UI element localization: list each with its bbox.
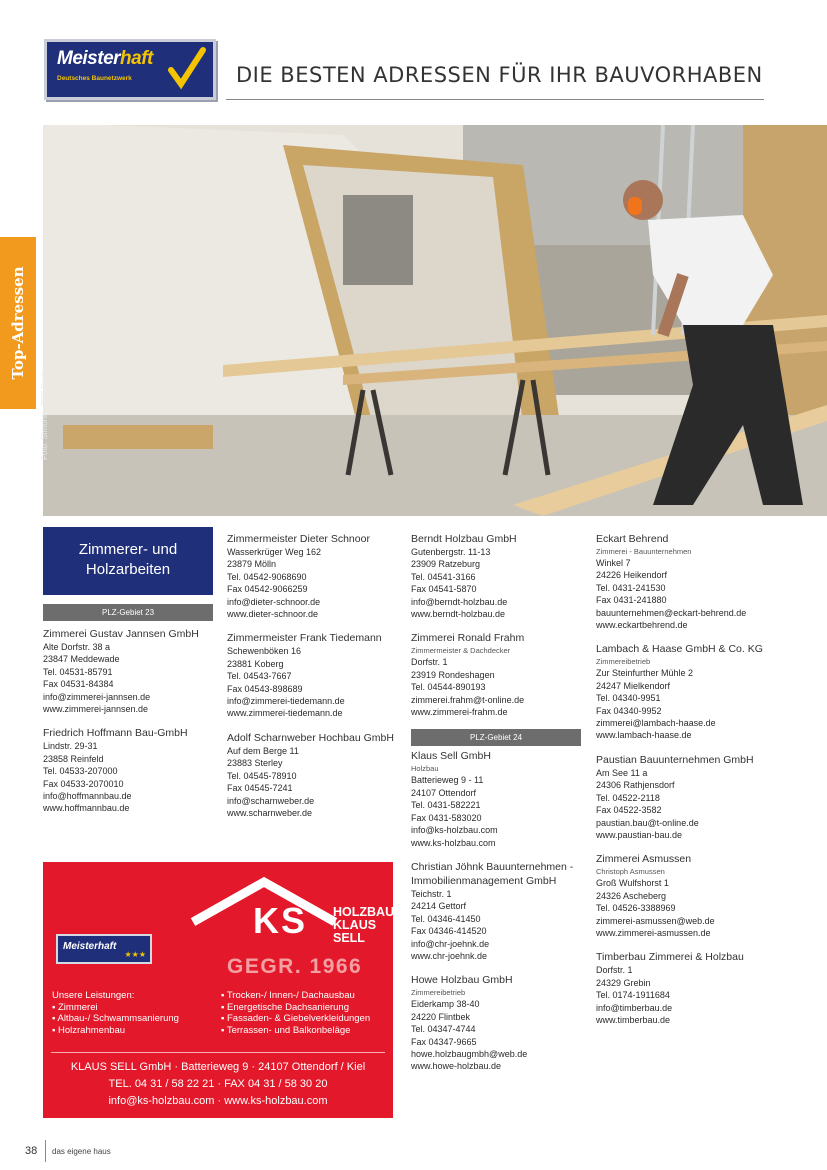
- website-link[interactable]: www.hoffmannbau.de: [43, 803, 130, 814]
- address-line: 23847 Meddewade: [43, 654, 120, 665]
- advert-divider: [51, 1052, 385, 1053]
- email-link[interactable]: howe.holzbaugmbh@web.de: [411, 1048, 528, 1059]
- photo-credit: Foto: Simonis, ZDB Berlin: [40, 367, 49, 460]
- service-item: ▪ Energetische Dachsanierung: [221, 1001, 349, 1013]
- company-name: Zimmerei Gustav Jannsen GmbH: [43, 628, 199, 640]
- address-line: Alte Dorfstr. 38 a: [43, 642, 111, 652]
- headline-divider: [226, 99, 764, 100]
- website-link[interactable]: www.ks-holzbau.com: [411, 837, 496, 848]
- service-item: ▪ Holzrahmenbau: [52, 1024, 126, 1036]
- advert-web[interactable]: info@ks-holzbau.com · www.ks-holzbau.com: [108, 1095, 328, 1107]
- website-link[interactable]: www.zimmerei-frahm.de: [411, 707, 508, 718]
- company-name: Howe Holzbau GmbH: [411, 974, 513, 987]
- address-line: 24326 Ascheberg: [596, 890, 667, 901]
- company-name: Zimmerei Ronald Frahm: [411, 632, 525, 645]
- company-name: Klaus Sell GmbH: [411, 750, 491, 763]
- email-link[interactable]: info@dieter-schnoor.de: [227, 596, 321, 607]
- address-line: Teichstr. 1: [411, 888, 452, 899]
- list-item: [411, 973, 581, 1072]
- address-line: 24329 Grebin: [596, 977, 651, 988]
- advert-address: KLAUS SELL GmbH · Batterieweg 9 · 24107 Ottendorf / Kiel: [70, 1061, 366, 1073]
- fax-line: Fax 04541-5870: [411, 584, 477, 595]
- address-line: Auf dem Berge 11: [227, 745, 299, 756]
- phone-line: Tel. 04545-78910: [227, 770, 297, 781]
- address-line: Schewenböken 16: [227, 646, 302, 657]
- website-link[interactable]: www.timberbau.de: [596, 1014, 671, 1025]
- badge-label: Meisterhaft: [63, 941, 117, 952]
- fax-line: Fax 04346-414520: [411, 926, 487, 937]
- list-item: [596, 642, 786, 741]
- phone-line: Tel. 04531-85791: [43, 666, 113, 677]
- address-line: Lindstr. 29-31: [43, 741, 98, 752]
- email-link[interactable]: zimmerei-asmussen@web.de: [596, 915, 715, 926]
- list-item: [596, 852, 786, 939]
- phone-line: Tel. 04522-2118: [596, 792, 660, 803]
- address-line: Gutenbergstr. 11-13: [411, 547, 491, 557]
- fax-line: Fax 04542-9066259: [227, 584, 308, 595]
- fax-line: Fax 0431-241880: [596, 595, 667, 606]
- website-link[interactable]: www.eckartbehrend.de: [596, 620, 688, 631]
- company-subtitle: Zimmerei - Bauunternehmen: [596, 547, 692, 556]
- page-headline: DIE BESTEN ADRESSEN FÜR IHR BAUVORHABEN: [236, 63, 763, 87]
- fax-line: Fax 04531-84384: [43, 679, 114, 690]
- address-line: 24226 Heikendorf: [596, 570, 668, 581]
- website-link[interactable]: www.berndt-holzbau.de: [411, 609, 506, 620]
- list-item: [227, 532, 399, 620]
- website-link[interactable]: www.chr-joehnk.de: [411, 950, 488, 961]
- column-4: [596, 532, 786, 1037]
- ks-logo-text: [333, 906, 394, 945]
- phone-line: Tel. 04526-3388969: [596, 903, 676, 914]
- ks-holzbau-advert[interactable]: [43, 862, 393, 1118]
- company-name: Zimmerei Asmussen: [596, 853, 692, 866]
- address-line: 23858 Reinfeld: [43, 753, 104, 764]
- side-tab: [0, 237, 36, 409]
- fax-line: Fax 04543-898689: [227, 683, 303, 694]
- company-name: Timberbau Zimmerei & Holzbau: [596, 951, 744, 964]
- address-line: Am See 11 a: [596, 767, 648, 778]
- plz-region-23: PLZ-Gebiet 23: [43, 604, 213, 621]
- address-line: 23909 Ratzeburg: [411, 559, 481, 570]
- address-line: 24306 Rathjensdorf: [596, 780, 675, 791]
- list-item: [596, 532, 786, 631]
- address-line: Dorfstr. 1: [411, 657, 448, 668]
- email-link[interactable]: info@hoffmannbau.de: [43, 791, 132, 802]
- ks-logo: KS: [253, 900, 308, 941]
- phone-line: Tel. 04541-3166: [411, 571, 476, 582]
- footer-divider: [45, 1140, 46, 1162]
- address-line: 23919 Rondeshagen: [411, 669, 495, 680]
- website-link[interactable]: www.paustian-bau.de: [596, 829, 683, 840]
- list-item: [411, 749, 581, 848]
- phone-line: Tel. 04543-7667: [227, 671, 292, 682]
- address-line: 23879 Mölln: [227, 559, 277, 570]
- company-subtitle: Zimmereibetrieb: [411, 988, 466, 998]
- list-item: [411, 631, 581, 718]
- fax-line: Fax 04347-9665: [411, 1036, 477, 1047]
- service-item: ▪ Trocken-/ Innen-/ Dachausbau: [221, 990, 355, 1001]
- website-link[interactable]: www.lambach-haase.de: [596, 730, 692, 741]
- list-item: [411, 532, 581, 620]
- company-subtitle: Christoph Asmussen: [596, 867, 665, 877]
- company-name: Lambach & Haase GmbH & Co. KG: [596, 643, 763, 656]
- list-item: [227, 731, 399, 819]
- stars-icon: ★★★: [124, 950, 146, 959]
- address-line: Batterieweg 9 - 11: [411, 775, 484, 786]
- company-subtitle: Zimmereibetrieb: [596, 657, 651, 667]
- website-link[interactable]: www.scharnweber.de: [227, 807, 313, 818]
- side-tab-label: Top-Adressen: [9, 266, 27, 380]
- company-subtitle: Zimmermeister & Dachdecker: [411, 646, 511, 656]
- phone-line: Tel. 0431-582221: [411, 800, 481, 811]
- category-line-2: Holzarbeiten: [85, 561, 171, 578]
- email-link[interactable]: paustian.bau@t-online.de: [596, 817, 699, 828]
- founded-label: GEGR. 1966: [227, 955, 363, 978]
- header-photo: [43, 125, 827, 516]
- list-item: [411, 860, 581, 962]
- service-item: ▪ Fassaden- & Giebelverkleidungen: [221, 1013, 371, 1025]
- phone-line: Tel. 04340-9951: [596, 693, 661, 704]
- phone-line: Tel. 0431-241530: [596, 582, 666, 593]
- carpenter-photo: [43, 125, 827, 516]
- company-name: Paustian Bauunternehmen GmbH: [596, 753, 754, 766]
- address-line: Wasserkrüger Weg 162: [227, 547, 322, 557]
- address-line: Dorfstr. 1: [596, 965, 633, 976]
- email-link[interactable]: info@chr-joehnk.de: [411, 938, 490, 949]
- company-name: Christian Jöhnk Bauunternehmen - Immobilienmanagement GmbH: [411, 860, 574, 887]
- email-link[interactable]: zimmerei@lambach-haase.de: [596, 718, 716, 729]
- email-link[interactable]: bauunternehmen@eckart-behrend.de: [596, 607, 747, 618]
- checkmark-icon: [167, 46, 207, 90]
- magazine-name: das eigene haus: [52, 1147, 111, 1156]
- fax-line: Fax 04340-9952: [596, 705, 662, 716]
- company-name: Zimmermeister Dieter Schnoor: [227, 533, 370, 545]
- company-subtitle: Holzbau: [411, 764, 439, 774]
- column-3: [411, 532, 581, 1084]
- email-link[interactable]: info@timberbau.de: [596, 1002, 673, 1013]
- column-2: [227, 532, 399, 830]
- address-line: Zur Steinfurther Mühle 2: [596, 668, 694, 679]
- list-item: [43, 627, 213, 715]
- website-link[interactable]: www.howe-holzbau.de: [411, 1061, 502, 1072]
- fax-line: Fax 04545-7241: [227, 783, 293, 794]
- column-1: [43, 604, 213, 826]
- services-right: [221, 990, 370, 1036]
- services-left: [52, 990, 179, 1036]
- email-link[interactable]: info@berndt-holzbau.de: [411, 596, 508, 607]
- service-item: ▪ Terrassen- und Balkonbeläge: [221, 1024, 351, 1036]
- company-name: Berndt Holzbau GmbH: [411, 533, 517, 545]
- service-item: ▪ Zimmerei: [52, 1001, 98, 1013]
- list-item: [43, 726, 213, 814]
- phone-line: Tel. 04542-9068690: [227, 571, 307, 582]
- email-link[interactable]: info@scharnweber.de: [227, 795, 315, 806]
- company-name: Friedrich Hoffmann Bau-GmbH: [43, 727, 188, 740]
- website-link[interactable]: www.dieter-schnoor.de: [227, 609, 319, 620]
- company-name: Zimmermeister Frank Tiedemann: [227, 632, 382, 645]
- list-item: [227, 631, 399, 719]
- website-link[interactable]: www.zimmerei-asmussen.de: [596, 927, 711, 938]
- address-line: 24214 Gettorf: [411, 901, 467, 912]
- category-box: [43, 527, 213, 595]
- address-line: Eiderkamp 38-40: [411, 999, 480, 1010]
- phone-line: Tel. 04533-207000: [43, 766, 118, 777]
- advert-phone: TEL. 04 31 / 58 22 21 · FAX 04 31 / 58 30 20: [108, 1078, 328, 1090]
- address-line: 23883 Sterley: [227, 758, 283, 769]
- address-line: 24220 Flintbek: [411, 1011, 471, 1022]
- service-item: ▪ Altbau-/ Schwammsanierung: [52, 1013, 179, 1025]
- category-line-1: Zimmerer- und: [78, 541, 178, 558]
- phone-line: Tel. 0174-1911684: [596, 990, 670, 1001]
- holzbau-label: HOLZBAU: [333, 905, 395, 919]
- website-link[interactable]: www.zimmerei-tiedemann.de: [227, 708, 343, 719]
- website-link[interactable]: www.zimmerei-jannsen.de: [43, 704, 149, 715]
- address-line: Winkel 7: [596, 558, 631, 568]
- plz-region-24: PLZ-Gebiet 24: [411, 729, 581, 746]
- fax-line: Fax 04533-2070010: [43, 778, 124, 789]
- page-number: 38: [25, 1145, 38, 1157]
- phone-line: Tel. 04544-890193: [411, 682, 486, 693]
- fax-line: Fax 04522-3582: [596, 805, 662, 816]
- klaus-sell-label: KLAUS SELL: [333, 918, 377, 945]
- company-name: Eckart Behrend: [596, 533, 669, 545]
- address-line: 24247 Mielkendorf: [596, 680, 671, 691]
- email-link[interactable]: info@ks-holzbau.com: [411, 825, 498, 836]
- list-item: [596, 950, 786, 1026]
- meisterhaft-logo: [44, 39, 216, 100]
- list-item: [596, 753, 786, 841]
- email-link[interactable]: info@zimmerei-tiedemann.de: [227, 696, 345, 707]
- address-line: 24107 Ottendorf: [411, 787, 477, 798]
- logo-wordmark: Meisterhaft: [57, 48, 153, 69]
- company-name: Adolf Scharnweber Hochbau GmbH: [227, 731, 394, 744]
- logo-subtitle: Deutsches Baunetzwerk: [57, 75, 132, 82]
- phone-line: Tel. 04346-41450: [411, 913, 481, 924]
- address-line: Groß Wulfshorst 1: [596, 878, 669, 889]
- email-link[interactable]: info@zimmerei-jannsen.de: [43, 691, 151, 702]
- meisterhaft-badge: [56, 934, 152, 964]
- email-link[interactable]: zimmerei.frahm@t-online.de: [411, 694, 525, 705]
- fax-line: Fax 0431-583020: [411, 812, 482, 823]
- address-line: 23881 Koberg: [227, 658, 284, 669]
- phone-line: Tel. 04347-4744: [411, 1024, 476, 1035]
- services-heading: Unsere Leistungen:: [52, 990, 135, 1001]
